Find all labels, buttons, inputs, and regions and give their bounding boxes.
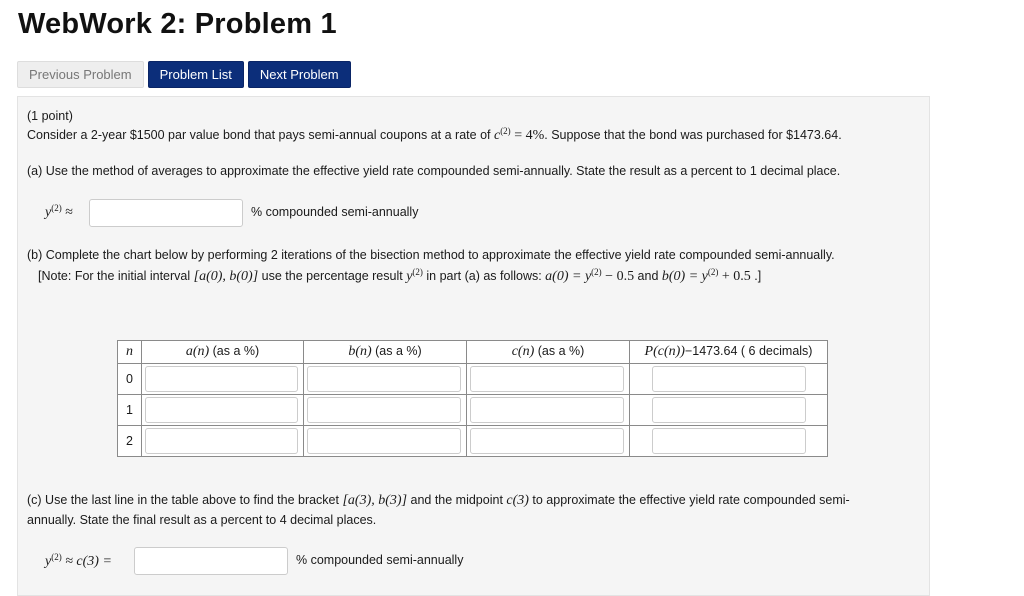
header-n: n (118, 341, 142, 364)
previous-problem-button[interactable]: Previous Problem (17, 61, 144, 88)
coupon-rate-superscript: (2) (500, 126, 511, 136)
table-row (118, 395, 828, 426)
header-a: a(n) (as a %) (142, 341, 304, 364)
note-a0-superscript: (2) (591, 267, 602, 277)
note-b0-tail: + 0.5 (718, 269, 751, 285)
row-n: 2 (118, 426, 142, 457)
note-a0-formula: a(0) = y (545, 269, 592, 285)
problem-intro (27, 126, 842, 144)
coupon-rate-symbol: c (493, 128, 501, 144)
note-y-superscript: (2) (412, 267, 423, 277)
header-b: b(n) (as a %) (304, 341, 467, 364)
part-c-y-superscript: (2) (51, 552, 62, 562)
part-a-suffix: % compounded semi-annually (251, 205, 419, 219)
part-c-question-line2: annually. State the final result as a percent to 4 decimal places. (27, 513, 377, 527)
p1-input[interactable] (652, 397, 806, 423)
note-text-1: [Note: For the initial interval (38, 269, 194, 284)
row-n: 0 (118, 364, 142, 395)
part-b-question: (b) Complete the chart below by performing 2 iterations of the bisection method to approximate the effective yield rate compounded semi-annually. (27, 248, 835, 262)
part-c-question-line1 (27, 493, 850, 509)
part-a-approx-symbol: ≈ (65, 205, 73, 221)
problem-panel (17, 96, 930, 596)
coupon-rate-value: = 4% (510, 128, 545, 144)
part-c-text-3: to approximate the effective yield rate compounded semi- (528, 493, 850, 507)
part-c-y-symbol: y (45, 554, 52, 570)
part-c-text-2: and the midpoint (407, 493, 507, 507)
part-b-note (38, 267, 761, 285)
table-row (118, 426, 828, 457)
part-c-suffix: % compounded semi-annually (296, 553, 464, 567)
part-a-question: (a) Use the method of averages to approximate the effective yield rate compounded semi-annually. State the result as a percent to 1 decimal place. (27, 164, 841, 178)
note-b0-superscript: (2) (707, 267, 719, 277)
part-a-label (45, 203, 73, 221)
intro-text-after: . Suppose that the bond was purchased for $1473.64. (544, 128, 842, 143)
points-label: (1 point) (27, 109, 73, 123)
part-a-y-symbol: y (45, 205, 52, 221)
bisection-table (117, 340, 828, 457)
page-title: WebWork 2: Problem 1 (18, 8, 337, 40)
p0-input[interactable] (652, 366, 806, 392)
a0-input[interactable] (145, 366, 298, 392)
note-text-3: in part (a) as follows: (422, 269, 546, 284)
row-n: 1 (118, 395, 142, 426)
note-a0-tail: − 0.5 (601, 269, 635, 285)
b1-input[interactable] (307, 397, 461, 423)
header-c: c(n) (as a %) (467, 341, 630, 364)
part-c-label (45, 552, 112, 570)
b2-input[interactable] (307, 428, 461, 454)
p2-input[interactable] (652, 428, 806, 454)
part-c-text-1: (c) Use the last line in the table above to find the bracket (27, 493, 343, 507)
part-c-bracket: [a(3), b(3)] (342, 493, 408, 508)
c1-input[interactable] (470, 397, 624, 423)
note-y-symbol: y (406, 269, 413, 285)
note-and: and (634, 269, 662, 284)
part-c-answer-input[interactable] (134, 547, 288, 575)
part-a-answer-input[interactable] (89, 199, 243, 227)
c2-input[interactable] (470, 428, 624, 454)
table-row (118, 364, 828, 395)
problem-nav (17, 61, 355, 88)
table-header-row (118, 341, 828, 364)
intro-text-before: Consider a 2-year $1500 par value bond that pays semi-annual coupons at a rate of (27, 128, 494, 143)
note-text-2: use the percentage result (258, 269, 407, 284)
a1-input[interactable] (145, 397, 298, 423)
c0-input[interactable] (470, 366, 624, 392)
part-a-y-superscript: (2) (51, 203, 62, 213)
b0-input[interactable] (307, 366, 461, 392)
note-end: .] (750, 269, 762, 284)
next-problem-button[interactable]: Next Problem (248, 61, 351, 88)
part-c-c3: c(3) (506, 493, 529, 508)
note-b0-formula: b(0) = y (661, 269, 708, 285)
problem-list-button[interactable]: Problem List (148, 61, 244, 88)
header-p: P(c(n))−1473.64 ( 6 decimals) (630, 341, 828, 364)
part-c-formula: ≈ c(3) = (61, 554, 112, 570)
a2-input[interactable] (145, 428, 298, 454)
note-interval: [a(0), b(0)] (193, 269, 259, 285)
